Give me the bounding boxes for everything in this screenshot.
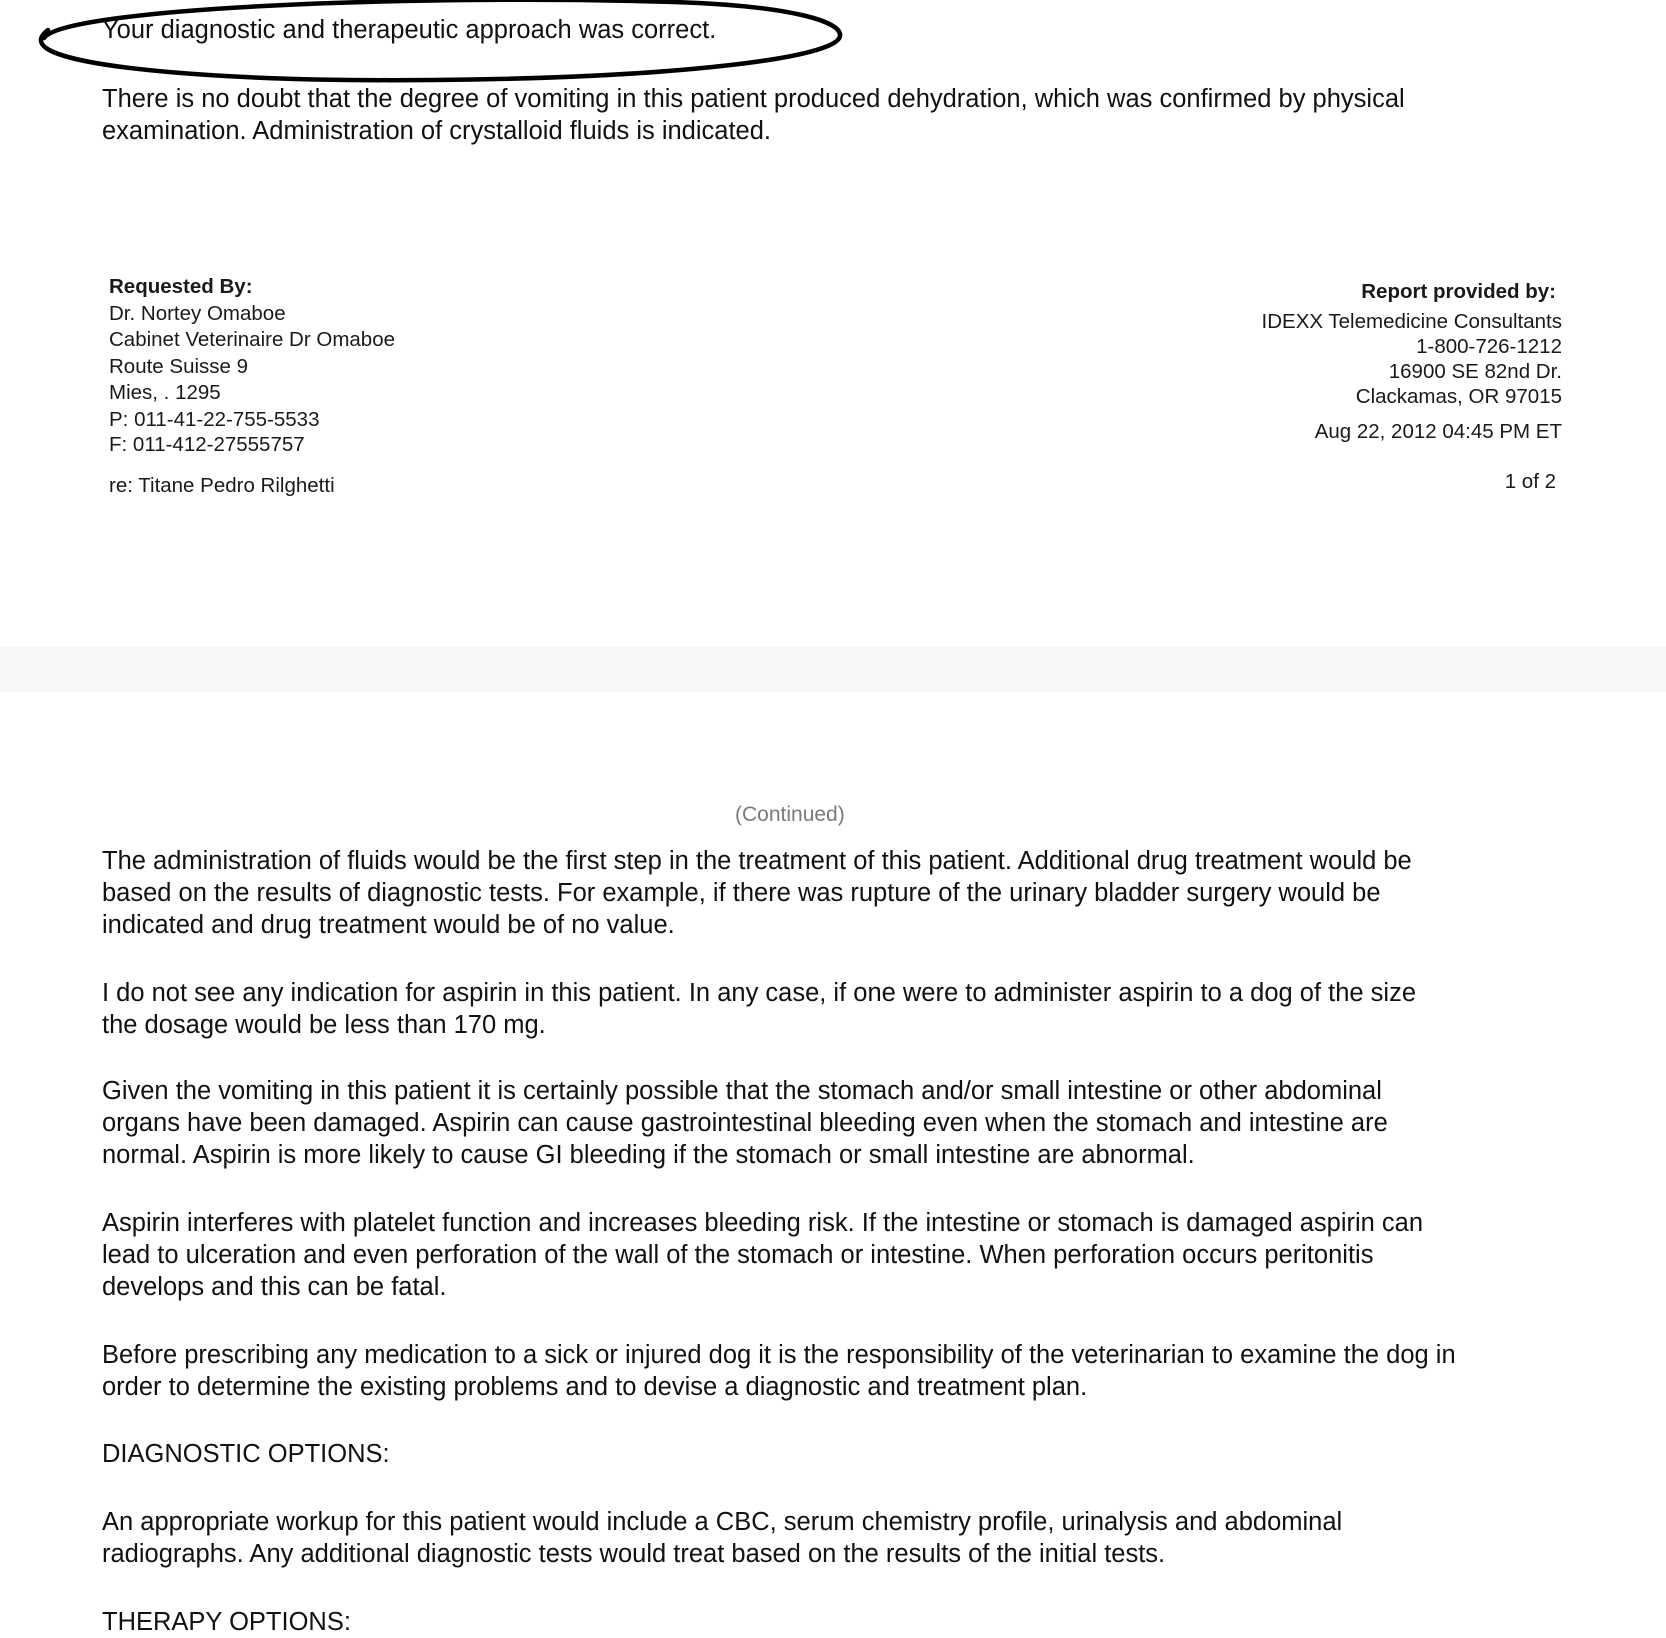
highlighted-heading: Your diagnostic and therapeutic approach was correct. <box>102 16 717 44</box>
clinic-street: Route Suisse 9 <box>109 354 249 378</box>
report-provider-block <box>1262 279 1562 496</box>
paragraph-workup <box>102 1506 1456 1570</box>
clinic-fax: F: 011-412-27555757 <box>109 432 305 456</box>
paragraph-aspirin-indication <box>102 977 1456 1041</box>
page-separator <box>0 647 1666 692</box>
paragraph-gi-damage <box>102 1075 1456 1171</box>
patient-reference: re: Titane Pedro Rilghetti <box>109 473 335 497</box>
provider-street: 16900 SE 82nd Dr. <box>1388 359 1562 383</box>
requested-by-block <box>109 274 395 499</box>
paragraph-line: Given the vomiting in this patient it is certainly possible that the stomach and/or small intestine or other abdominal <box>102 1077 1382 1105</box>
paragraph-line: organs have been damaged. Aspirin can cause gastrointestinal bleeding even when the stomach and intestine are <box>102 1109 1388 1137</box>
report-provided-by-label: Report provided by: <box>1361 280 1556 303</box>
paragraph-line: the dosage would be less than 170 mg. <box>102 1011 546 1039</box>
paragraph-responsibility <box>102 1339 1456 1403</box>
paragraph-line: Aspirin interferes with platelet function and increases bleeding risk. If the intestine or stomach is damaged aspirin can <box>102 1209 1424 1237</box>
paragraph-line: radiographs. Any additional diagnostic tests would treat based on the results of the initial tests. <box>102 1540 1166 1568</box>
provider-name: IDEXX Telemedicine Consultants <box>1261 309 1562 333</box>
diagnostic-options-heading <box>102 1438 1456 1470</box>
page-number: 1 of 2 <box>1504 470 1556 493</box>
requester-name: Dr. Nortey Omaboe <box>109 301 286 325</box>
requested-by-label: Requested By: <box>109 275 253 298</box>
clinic-phone: P: 011-41-22-755-5533 <box>109 407 320 431</box>
section-heading: DIAGNOSTIC OPTIONS: <box>102 1440 390 1468</box>
report-datetime: Aug 22, 2012 04:45 PM ET <box>1314 419 1562 443</box>
paragraph-line: An appropriate workup for this patient would include a CBC, serum chemistry profile, urinalysis and abdominal <box>102 1508 1343 1536</box>
paragraph-line: normal. Aspirin is more likely to cause GI bleeding if the stomach or small intestine are abnormal. <box>102 1141 1195 1169</box>
clinic-city: Mies, . 1295 <box>109 381 221 404</box>
paragraph-platelet <box>102 1207 1456 1303</box>
provider-phone: 1-800-726-1212 <box>1416 334 1562 358</box>
paragraph-fluids <box>102 845 1456 941</box>
paragraph-line: There is no doubt that the degree of vomiting in this patient produced dehydration, which was confirmed by physical <box>102 85 1405 113</box>
paragraph-line: order to determine the existing problems and to devise a diagnostic and treatment plan. <box>102 1373 1088 1401</box>
paragraph-line: The administration of fluids would be the first step in the treatment of this patient. Additional drug treatment would be <box>102 847 1412 875</box>
continued-label: (Continued) <box>735 803 845 826</box>
therapy-options-heading <box>102 1606 1456 1638</box>
paragraph-line: examination. Administration of crystalloid fluids is indicated. <box>102 117 771 145</box>
paragraph-line: lead to ulceration and even perforation of the wall of the stomach or intestine. When perforation occurs peritonitis <box>102 1241 1374 1269</box>
paragraph-line: based on the results of diagnostic tests. For example, if there was rupture of the urinary bladder surgery would be <box>102 879 1381 907</box>
page2-body <box>102 845 1456 1638</box>
paragraph-line: Before prescribing any medication to a sick or injured dog it is the responsibility of the veterinarian to examine the dog in <box>102 1341 1456 1369</box>
paragraph-line: I do not see any indication for aspirin in this patient. In any case, if one were to administer aspirin to a dog of the size <box>102 979 1416 1007</box>
paragraph-line: develops and this can be fatal. <box>102 1273 447 1301</box>
intro-paragraph <box>102 83 1405 147</box>
provider-city: Clackamas, OR 97015 <box>1355 384 1562 408</box>
paragraph-line: indicated and drug treatment would be of no value. <box>102 911 675 939</box>
section-heading: THERAPY OPTIONS: <box>102 1608 351 1636</box>
clinic-name: Cabinet Veterinaire Dr Omaboe <box>109 328 396 351</box>
